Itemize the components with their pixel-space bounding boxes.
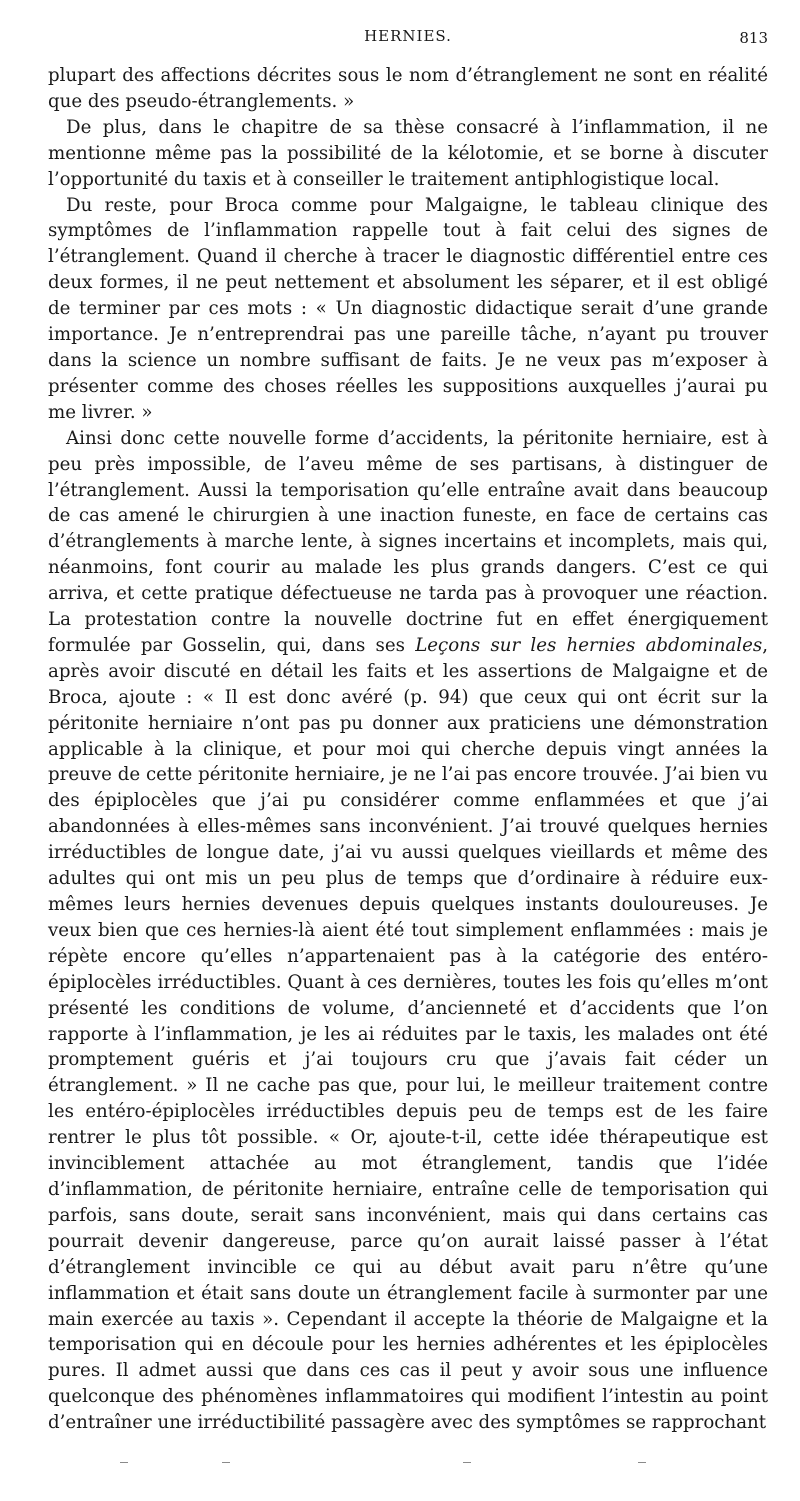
paragraph-4-part-1: Ainsi donc cette nouvelle forme d’accidents, la péritonite herniaire, est à peu près impossible, de l’aveu même de ses partisans, à distinguer de l’étranglement. Aussi la temporisation qu’elle entraîne avait dans beaucoup de cas amené le chirurgien à une inaction funeste, en face de certains cas d’étranglements à marche lente, à signes incertains et incomplets, mais qui, néanmoins, font courir au malade les plus grands dangers. C’est ce qui arriva, et cette pratique défectueuse ne tarda pas à provoquer une réaction. La protestation contre la nouvelle doctrine fut en effet énergiquement formulée par Gosselin, qui, dans ses bbox=[48, 427, 768, 656]
page-number: 813 bbox=[739, 29, 768, 47]
scan-mark bbox=[222, 1462, 230, 1463]
running-title: HERNIES. bbox=[364, 27, 452, 45]
paragraph-3: Du reste, pour Broca comme pour Malgaigne, le tableau clinique des symptômes de l’inflammation rappelle tout à fait celui des signes de l’étranglement. Quand il cherche à tracer le diagnostic différentiel entre ces deux formes, il ne peut nettement et absolument les séparer, et il est obligé de terminer par ces mots : « Un diagnostic didactique serait d’une grande importance. Je n’entreprendrai pas une pareille tâche, n’ayant pu trouver dans la science un nombre suffisant de faits. Je ne veux pas m’exposer à présenter comme des choses réelles les suppositions auxquelles j’aurai pu me livrer. » bbox=[48, 194, 768, 423]
bottom-scan-marks bbox=[0, 1462, 800, 1468]
paragraph-4 bbox=[48, 426, 768, 1436]
body-text bbox=[48, 63, 768, 1436]
page-header bbox=[48, 0, 768, 47]
paragraph-1: plupart des affections décrites sous le nom d’étranglement ne sont en réalité que des pseudo-étranglements. » bbox=[48, 65, 768, 112]
paragraph-4-part-2: , après avoir discuté en détail les faits et les assertions de Malgaigne et de Broca, ajoute : « Il est donc avéré (p. 94) que ceux qui ont écrit sur la péritonite herniaire n’ont pas pu donner aux praticiens une démonstration applicable à la clinique, et pour moi qui cherche depuis vingt années la preuve de cette péritonite herniaire, je ne l’ai pas encore trouvée. J’ai bien vu des épiplocèles que j’ai pu considérer comme enflammées et que j’ai abandonnées à elles-mêmes sans inconvénient. J’ai trouvé quelques hernies irréductibles de longue date, j’ai vu aussi quelques vieillards et même des adultes qui ont mis un peu plus de temps que d’ordinaire à réduire eux-mêmes leurs hernies devenues depuis quelques instants douloureuses. Je veux bien que ces hernies-là aient été tout simplement enflammées : mais je répète encore qu’elles n’appartenaient pas à la catégorie des entéro-épiplocèles irréductibles. Quant à ces dernières, toutes les fois qu’elles m’ont présenté les conditions de volume, d’ancienneté et d’accidents que l’on rapporte à l’inflammation, je les ai réduites par le taxis, les malades ont été promptement guéris et j’ai toujours cru que j’avais fait céder un étranglement. » Il ne cache pas que, pour lui, le meilleur traitement contre les entéro-épiplocèles irréductibles depuis peu de temps est de les faire rentrer le plus tôt possible. « Or, ajoute-t-il, cette idée thérapeutique est invinciblement attachée au mot étranglement, tandis que l’idée d’inflammation, de péritonite herniaire, entraîne celle de temporisation qui parfois, sans doute, serait sans inconvénient, mais qui dans certains cas pourrait devenir dangereuse, parce qu’on aurait laissé passer à l’état d’étranglement invincible ce qui au début avait paru n’être qu’une inflammation et était sans doute un étranglement facile à surmonter par une main exercée au taxis ». Cependant il accepte la théorie de Malgaigne et la temporisation qui en découle pour les hernies adhérentes et les épiplocèles pures. Il admet aussi que dans ces cas il peut y avoir sous une influence quelconque des phénomènes inflammatoires qui modifient l’intestin au point d’entraîner une irréductibilité passagère avec des symptômes se rapprochant bbox=[48, 634, 768, 1434]
book-title-italic: Leçons sur les hernies abdominales bbox=[415, 634, 763, 656]
scan-mark bbox=[120, 1462, 128, 1463]
scan-mark bbox=[638, 1462, 646, 1463]
document-page bbox=[48, 0, 768, 1501]
scan-mark bbox=[463, 1462, 471, 1463]
paragraph-2: De plus, dans le chapitre de sa thèse consacré à l’inflammation, il ne mentionne même pas la possibilité de la kélotomie, et se borne à discuter l’opportunité du taxis et à conseiller le traitement antiphlogistique local. bbox=[48, 116, 768, 190]
